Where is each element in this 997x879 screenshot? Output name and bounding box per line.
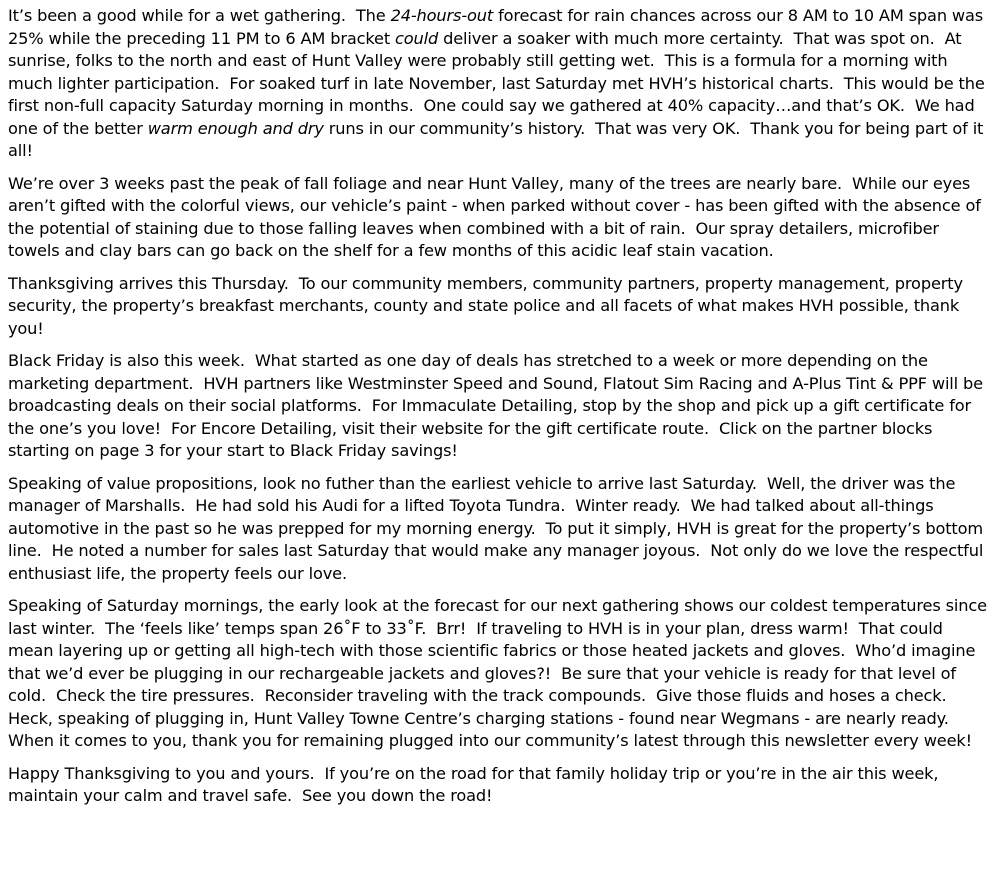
text-run: Speaking of Saturday mornings, the early look at the forecast for our next gathering shows our coldest temperatures since last winter. The ‘feels like’ temps span 26˚F to 33˚F. Brr! If traveling to HVH is in your plan, dress warm! That could mean layering up or getting all high-tech with those scientific fabrics or those heated jackets and gloves. Who’d imagine that we’d ever be plugging in our rechargeable jackets and gloves?! Be sure that your vehicle is ready for that level of cold. Check the tire pressures. Reconsider traveling with the track compounds. Give those fluids and hoses a check. Heck, speaking of plugging in, Hunt Valley Towne Centre’s charging stations - found near Wegmans - are nearly ready. When it comes to you, thank you for remaining plugged into our community’s latest through this newsletter every week! — [8, 596, 992, 750]
text-run: forecast for rain chances across our 8 AM to 10 AM span was 25% while the preceding 11 PM to 6 AM bracket — [8, 6, 989, 48]
text-run: Speaking of value propositions, look no futher than the earliest vehicle to arrive last Saturday. Well, the driver was the manager of Marshalls. He had sold his Audi for a lifted Toyota Tundra. Winter ready. We had talked about all-things automotive in the past so he was prepped for my morning energy. To put it simply, HVH is great for the property’s bottom line. He noted a number for sales last Saturday that would make any manager joyous. Not only do we love the respectful enthusiast life, the property feels our love. — [8, 473, 989, 583]
paragraph-6 — [8, 595, 992, 753]
paragraph-5 — [8, 473, 989, 586]
italic-phrase: warm enough and dry — [147, 118, 324, 138]
paragraph-2 — [8, 173, 989, 263]
text-run: runs in our community’s history. That was very OK. Thank you for being part of it all! — [8, 118, 989, 160]
paragraph-1 — [8, 5, 989, 163]
text-run: Black Friday is also this week. What started as one day of deals has stretched to a week or more depending on the marketing department. HVH partners like Westminster Speed and Sound, Flatout Sim Racing and A-Plus Tint & PPF will be broadcasting deals on their social platforms. For Immaculate Detailing, stop by the shop and pick up a gift certificate for the one’s you love! For Encore Detailing, visit their website for the gift certificate route. Click on the partner blocks starting on page 3 for your start to Black Friday savings! — [8, 351, 988, 460]
text-run: It’s been a good while for a wet gathering. The — [8, 6, 391, 25]
text-run: Thanksgiving arrives this Thursday. To our community members, community partners, property management, property security, the property’s breakfast merchants, county and state police and all facets of what makes HVH possible, thank you! — [8, 273, 968, 338]
italic-phrase: 24-hours-out — [390, 6, 494, 25]
text-run: We’re over 3 weeks past the peak of fall foliage and near Hunt Valley, many of the trees are nearly bare. While our eyes aren’t gifted with the colorful views, our vehicle’s paint - when parked without cover - has been gifted with the absence of the potential of staining due to those falling leaves when combined with a bit of rain. Our spray detailers, microfiber towels and clay bars can go back on the shelf for a few months of this acidic leaf stain vacation. — [8, 173, 986, 260]
text-run: Happy Thanksgiving to you and yours. If you’re on the road for that family holiday trip or you’re in the air this week, maintain your calm and travel safe. See you down the road! — [8, 763, 944, 805]
text-run: deliver a soaker with much more certainty. That was spot on. At sunrise, folks to the north and east of Hunt Valley were probably still getting wet. This is a formula for a morning with much lighter participation. For soaked turf in late November, last Saturday met HVH’s historical charts. This would be the first non-full capacity Saturday morning in months. One could say we gathered at 40% capacity…and that’s OK. We had one of the better — [8, 28, 990, 138]
paragraph-4 — [8, 350, 989, 463]
paragraph-7 — [8, 763, 989, 808]
paragraph-3 — [8, 273, 989, 341]
italic-phrase: could — [395, 28, 439, 48]
